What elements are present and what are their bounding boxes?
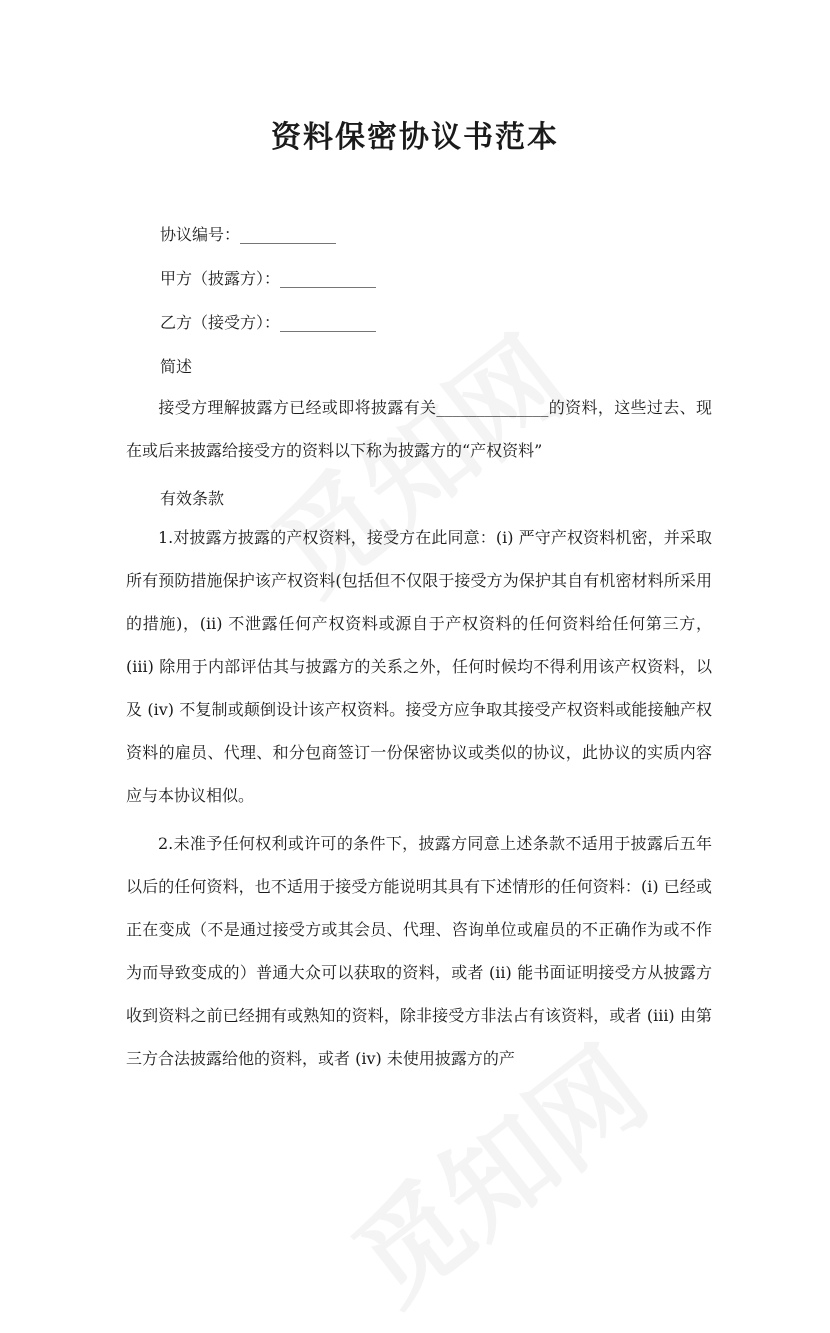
overview-paragraph: [126, 386, 712, 472]
clause-1-text: 1.对披露方披露的产权资料，接受方在此同意：(i) 严守产权资料机密，并采取所有预防措施保护该产权资料(包括但不仅限于接受方为保护其自有机密材料所采用的措施)，(ii) 不泄露任何产权资料或源自于产权资料的任何资料给任何第三方，(iii) 除用于内部评估其与披露方的关系之外，任何时候均不得利用该产权资料，以及 (iv) 不复制或颠倒设计该产权资料。接受方应争取其接受产权资料或能接触产权资料的雇员、代理、和分包商签订一份保密协议或类似的协议，此协议的实质内容应与本协议相似。: [126, 528, 712, 805]
document-title: 资料保密协议书范本: [271, 120, 559, 155]
section-heading-overview: 简述: [160, 357, 193, 376]
clause-1-paragraph: [126, 516, 712, 817]
overview-text: 接受方理解披露方已经或即将披露有关______________的资料，这些过去、现在或后来披露给接受方的资料以下称为披露方的“产权资料”: [126, 398, 712, 460]
clause-2-text: 2.未准予任何权利或许可的条件下，披露方同意上述条款不适用于披露后五年以后的任何资料，也不适用于接受方能说明其具有下述情形的任何资料：(i) 已经或正在变成（不是通过接受方或其会员、代理、咨询单位或雇员的不正确作为或不作为而导致变成的）普通大众可以获取的资料，或者 (ii) 能书面证明接受方从披露方收到资料之前已经拥有或熟知的资料，除非接受方非法占有该资料，或者 (iii) 由第三方合法披露给他的资料，或者 (iv) 未使用披露方的产: [126, 834, 712, 1068]
party-b-field: 乙方（接受方）：____________: [160, 313, 377, 332]
clause-2-paragraph: [126, 822, 712, 1080]
agreement-number-field: 协议编号：____________: [160, 225, 337, 244]
section-heading-terms: 有效条款: [160, 489, 225, 508]
party-a-field: 甲方（披露方）：____________: [160, 269, 377, 288]
